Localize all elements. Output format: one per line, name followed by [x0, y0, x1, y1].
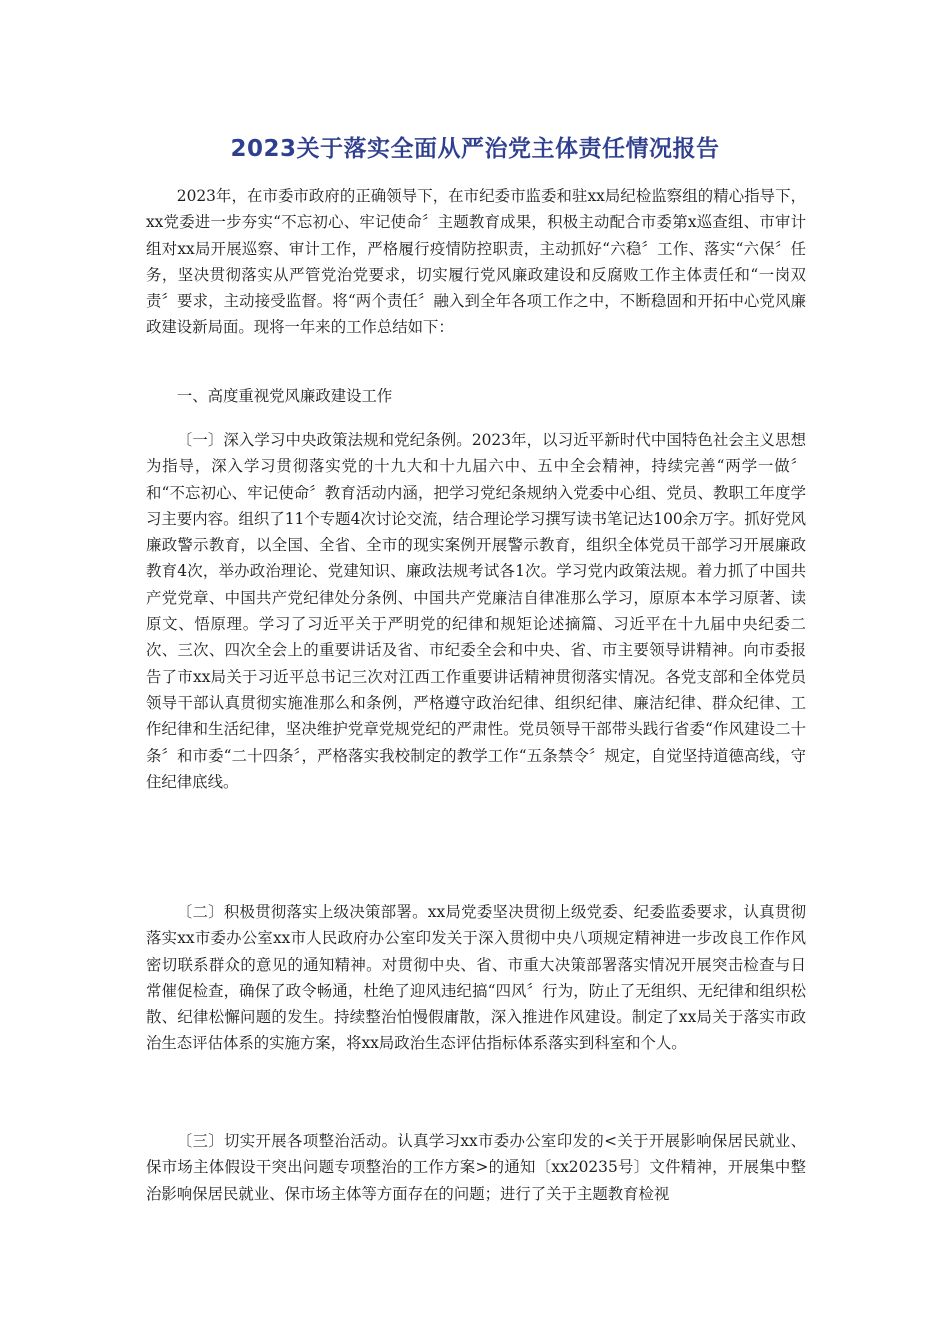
- section-3-block: [146, 1128, 806, 1207]
- section-heading-block: [146, 383, 806, 409]
- intro-paragraph-block: [146, 183, 806, 341]
- section-3-paragraph: 〔三〕切实开展各项整治活动。认真学习xx市委办公室印发的<关于开展影响保居民就业、保市场主体假设干突出问题专项整治的工作方案>的通知〔xx20235号〕文件精神，开展集中整治影响保居民就业、保市场主体等方面存在的问题；进行了关于主题教育检视: [146, 1132, 806, 1203]
- section-1-block: [146, 427, 806, 795]
- intro-paragraph: 2023年，在市委市政府的正确领导下，在市纪委市监委和驻xx局纪检监察组的精心指导下，xx党委进一步夯实“不忘初心、牢记使命〞主题教育成果，积极主动配合市委第x巡查组、市审计组对xx局开展巡察、审计工作，严格履行疫情防控职责，主动抓好“六稳〞工作、落实“六保〞任务，坚决贯彻落实从严管党治党要求，切实履行党风廉政建设和反腐败工作主体责任和“一岗双责〞要求，主动接受监督。将“两个责任〞融入到全年各项工作之中，不断稳固和开拓中心党风廉政建设新局面。现将一年来的工作总结如下：: [146, 187, 806, 337]
- section-heading-1: 一、高度重视党风廉政建设工作: [176, 387, 393, 405]
- document-title: 2023关于落实全面从严治党主体责任情况报告: [230, 136, 720, 162]
- section-2-block: [146, 899, 806, 1057]
- section-2-paragraph: 〔二〕积极贯彻落实上级决策部署。xx局党委坚决贯彻上级党委、纪委监委要求，认真贯彻落实xx市委办公室xx市人民政府办公室印发关于深入贯彻中央八项规定精神进一步改良工作作风密切联系群众的意见的通知精神。对贯彻中央、省、市重大决策部署落实情况开展突击检查与日常催促检查，确保了政令畅通，杜绝了迎风违纪搞“四风〞行为，防止了无组织、无纪律和组织松散、纪律松懈问题的发生。持续整治怕慢假庸散，深入推进作风建设。制定了xx局关于落实市政治生态评估体系的实施方案，将xx局政治生态评估指标体系落实到科室和个人。: [146, 903, 806, 1053]
- section-1-paragraph: 〔一〕深入学习中央政策法规和党纪条例。2023年，以习近平新时代中国特色社会主义思想为指导，深入学习贯彻落实党的十九大和十九届六中、五中全会精神，持续完善“两学一做〞和“不忘初心、牢记使命〞教育活动内涵，把学习党纪条规纳入党委中心组、党员、教职工年度学习主要内容。组织了11个专题4次讨论交流，结合理论学习撰写读书笔记达100余万字。抓好党风廉政警示教育，以全国、全省、全市的现实案例开展警示教育，组织全体党员干部学习开展廉政教育4次，举办政治理论、党建知识、廉政法规考试各1次。学习党内政策法规。着力抓了中国共产党党章、中国共产党纪律处分条例、中国共产党廉洁自律准那么学习，原原本本学习原著、读原文、悟原理。学习了习近平关于严明党的纪律和规矩论述摘篇、习近平在十九届中央纪委二次、三次、四次全会上的重要讲话及省、市纪委全会和中央、省、市主要领导讲精神。向市委报告了市xx局关于习近平总书记三次对江西工作重要讲话精神贯彻落实情况。各党支部和全体党员领导干部认真贯彻实施准那么和条例，严格遵守政治纪律、组织纪律、廉洁纪律、群众纪律、工作纪律和生活纪律，坚决维护党章党规党纪的严肃性。党员领导干部带头践行省委“作风建设二十条〞和市委“二十四条〞，严格落实我校制定的教学工作“五条禁令〞规定，自觉坚持道德高线，守住纪律底线。: [146, 431, 806, 791]
